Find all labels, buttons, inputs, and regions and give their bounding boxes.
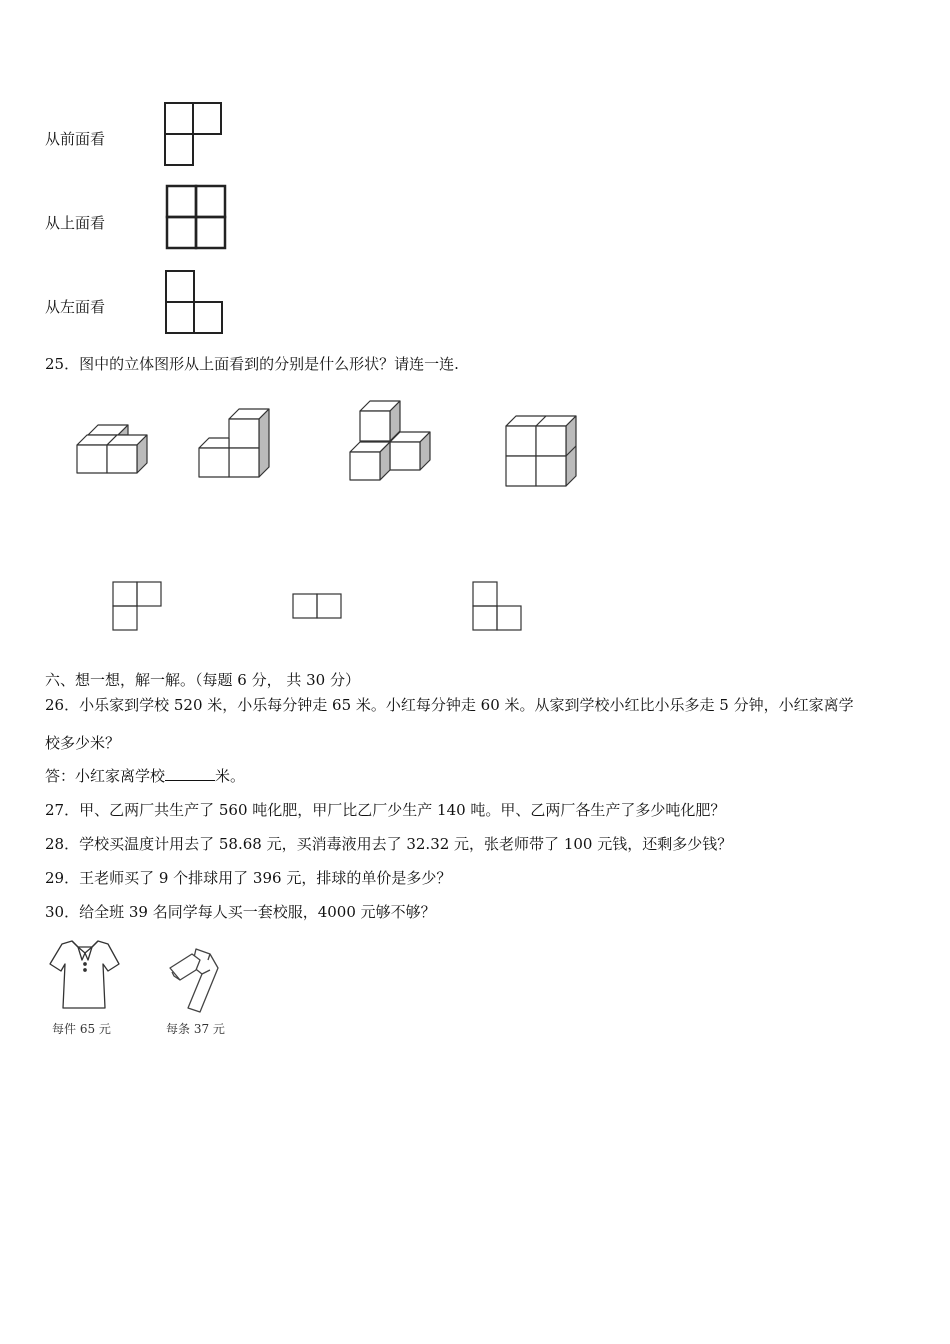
- solid-figure-4: [505, 415, 579, 489]
- section-6-title: 六、想一想，解一解。（每题 6 分， 共 30 分）: [45, 671, 360, 689]
- question-27: 27．甲、乙两厂共生产了 560 吨化肥，甲厂比乙厂少生产 140 吨。甲、乙两厂各生产了多少吨化肥？: [45, 801, 726, 819]
- front-view-figure: [164, 102, 224, 166]
- solid-figure-3: [349, 400, 435, 484]
- top-view-option-1[interactable]: [112, 581, 164, 633]
- question-26-answer: [45, 766, 245, 786]
- shirt-price-caption: 每件 65 元: [52, 1022, 111, 1036]
- answer-blank[interactable]: [165, 766, 215, 781]
- answer-prefix: 答：小红家离学校: [45, 767, 166, 785]
- top-view-figure: [166, 185, 228, 251]
- question-26-line-2: 校多少米？: [45, 734, 121, 752]
- question-25: 25．图中的立体图形从上面看到的分别是什么形状？请连一连.: [45, 355, 459, 373]
- solid-figure-1: [76, 424, 152, 476]
- question-30: 30．给全班 39 名同学每人买一套校服，4000 元够不够？: [45, 903, 436, 921]
- left-view-figure: [165, 270, 225, 334]
- view-label-left: 从左面看: [45, 298, 106, 316]
- view-label-top: 从上面看: [45, 214, 106, 232]
- pants-price-caption: 每条 37 元: [166, 1022, 225, 1036]
- top-view-option-2[interactable]: [292, 593, 344, 621]
- top-view-option-3[interactable]: [472, 581, 524, 633]
- question-28: 28．学校买温度计用去了 58.68 元，买消毒液用去了 32.32 元，张老师带了 100 元钱，还剩多少钱？: [45, 835, 733, 853]
- solid-figure-2: [198, 406, 272, 480]
- pants-icon: [166, 946, 222, 1016]
- question-29: 29．王老师买了 9 个排球用了 396 元，排球的单价是多少？: [45, 869, 452, 887]
- view-label-front: 从前面看: [45, 130, 106, 148]
- answer-suffix: 米。: [215, 767, 246, 785]
- question-26-line-1: 26．小乐家到学校 520 米，小乐每分钟走 65 米。小红每分钟走 60 米。从家到学校小红比小乐多走 5 分钟，小红家离学: [45, 696, 854, 714]
- shirt-icon: [48, 938, 122, 1014]
